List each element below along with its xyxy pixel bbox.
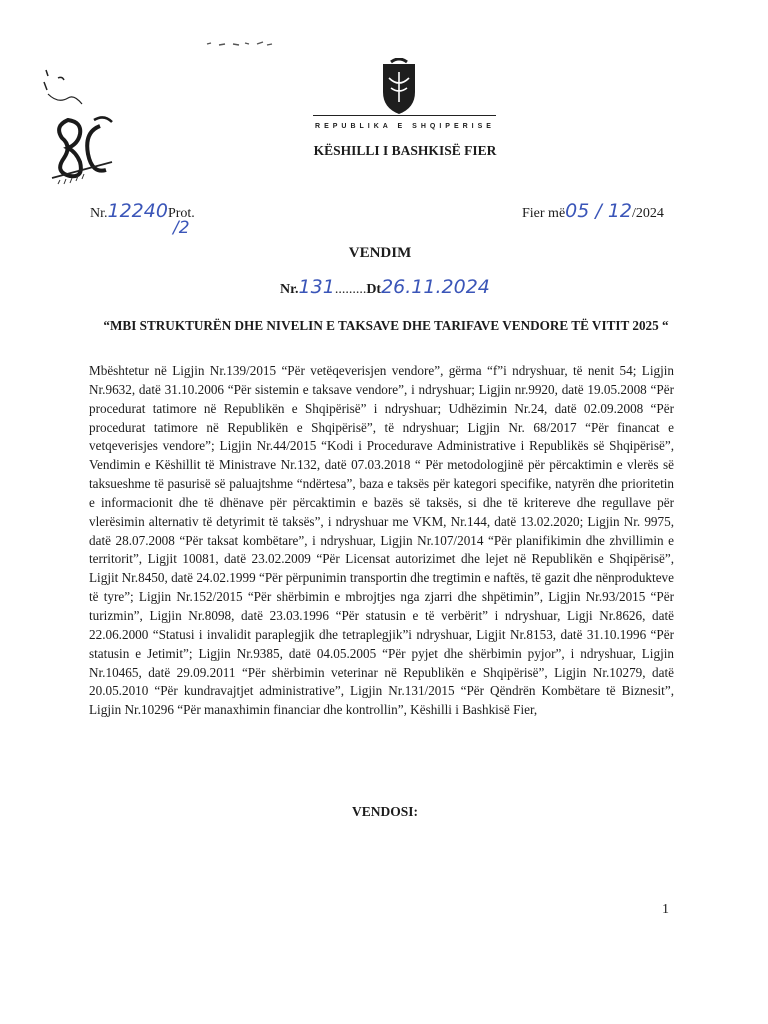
date-handwritten-day-month: 05 / 12 [565, 200, 632, 222]
decision-nr-label: Nr. [280, 282, 299, 297]
anniversary-logo [38, 60, 122, 190]
legal-basis-paragraph: Mbështetur në Ligjin Nr.139/2015 “Për vetëqeverisjen vendore”, gërma “f”i ndryshuar, të nenit 54; Ligjin Nr.9632, datë 31.10.2006 “Për sistemin e taksave vendore”, i ndryshuar; Ligjin nr.9920, datë 19.05.2008 “Për procedurat tatimore në Republikën e Shqipërisë” i ndryshuar; Udhëzimin Nr.24, datë 02.09.2008 “Për procedurat tatimore në Republikën e Shqipërisë”, të ndryshuar; Ligjin Nr. 68/2017 “Për financat e vetqeverisjes vendore”; Ligjin Nr.44/2015 “Kodi i Procedurave Administrative i Republikës së Shqipërisë”, Vendimin e Këshillit të Ministrave Nr.132, datë 07.03.2018 “ Për metodologjinë për përcaktimin e vlerës së taksueshme të pasurisë së paluajtshme “ndërtesa”, baza e taksës për kategori specifike, natyrën dhe prioritetin e informacionit dhe të dhënave për përcaktimin e bazës së taksës, si dhe të kritereve dhe regullave për vlerësimin alternativ të detyrimit të taksës”, i ndryshuar me VKM, Nr.144, datë 13.02.2020; Ligjin Nr. 9975, datë 28.07.2008 “Për taksat kombëtare”, i ndryshuar, Ligjin Nr.107/2014 “Për planifikimin dhe zhvillimin e territorit”, Ligjit 10081, datë 23.02.2009 “Për Licensat autorizimet dhe lejet në Republikën e Shqipërisë”, Ligjit Nr.8450, datë 24.02.1999 “Për përpunimin transportin dhe tregtimin e naftës, të gazit dhe nënprodukteve të tyre”; Ligjin Nr.152/2015 “Për shërbimin e mbrojtjes nga zjarri dhe shpëtimin”, Ligjin Nr.93/2015 “Për turizmin”, Ligjin Nr.8098, datë 23.03.1996 “Për statusin e të verbërit” i ndryshuar, Ligji Nr.8626, datë 22.06.2000 “Statusi i invalidit paraplegjik dhe tetraplegjik”i ndryshuar, Ligjit Nr.8153, datë 31.10.1996 “Për statusin e Jetimit”; Ligjin Nr.9385, datë 04.05.2005 “Për pyjet dhe shërbimin pyjor”, i ndryshuar, Ligjin Nr.10465, datë 29.09.2011 “Për shërbimin veterinar në Republikën e Shqipërisë”, Ligjin Nr.10279, datë 20.05.2010 “Për kundravajtjet administrative”, Ligjin Nr.131/2015 “Për Qëndrën Kombëtare të Biznesit”, Ligjin Nr.10296 “Për manaxhimin financiar dhe kontrollin”, Këshilli i Bashkisë Fier, [89, 363, 674, 718]
dotted-leader: ......... [334, 282, 367, 297]
protocol-suffix: Prot. [167, 206, 195, 221]
albania-coat-of-arms-icon [377, 58, 421, 116]
pen-mark [205, 36, 275, 50]
protocol-handwritten-number: 12240 [107, 200, 168, 222]
decided-heading: VENDOSI: [351, 804, 418, 819]
decision-heading: VENDIM [348, 245, 412, 261]
issue-date [522, 200, 664, 222]
decision-nr-value: 131 [298, 276, 335, 298]
date-prefix: Fier më [522, 206, 566, 221]
council-name: KËSHILLI I BASHKISË FIER [313, 143, 497, 158]
protocol-sub-number: /2 [173, 218, 190, 238]
republic-label: REPUBLIKA E SHQIPERISE [315, 123, 495, 130]
protocol-number [90, 200, 195, 238]
protocol-prefix: Nr. [90, 206, 108, 221]
decision-title: “MBI STRUKTURËN DHE NIVELIN E TAKSAVE DHE TARIFAVE VENDORE TË VITIT 2025 “ [103, 318, 669, 333]
header-divider [313, 115, 496, 116]
decision-dt-label: Dt [366, 282, 382, 297]
decision-dt-value: 26.11.2024 [381, 276, 490, 298]
page-number: 1 [662, 902, 669, 917]
date-year: /2024 [632, 206, 664, 221]
decision-number-line [280, 276, 490, 298]
